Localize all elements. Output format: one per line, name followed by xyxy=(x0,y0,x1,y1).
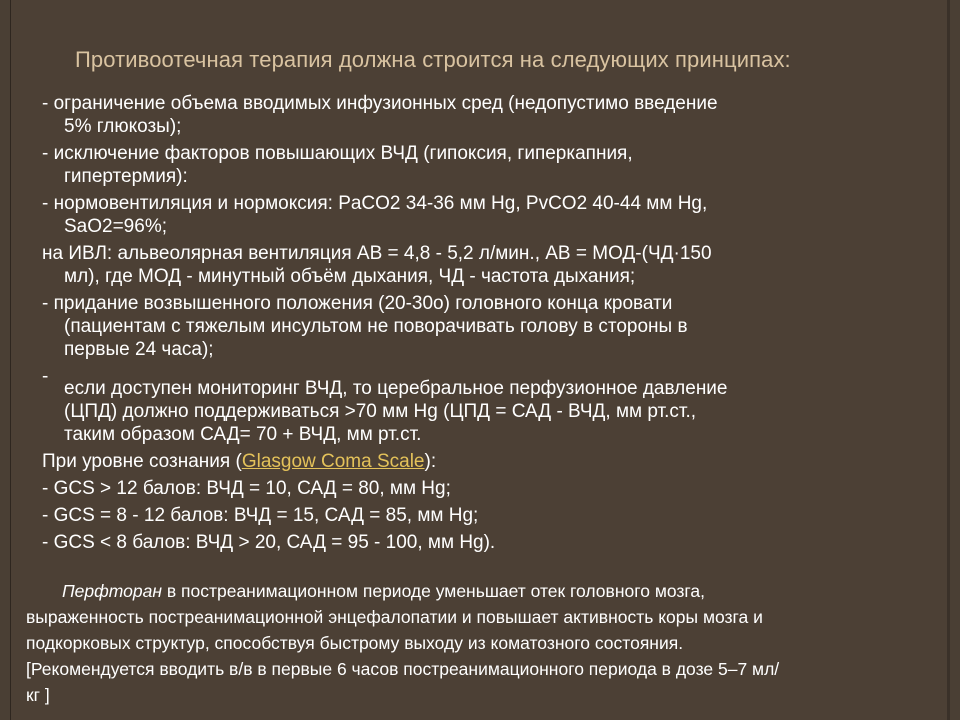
list-item-line: если доступен мониторинг ВЧД, то церебральное перфузионное давление xyxy=(64,378,728,399)
list-item xyxy=(42,92,922,138)
perftoran-paragraph xyxy=(26,578,941,708)
list-item-line: первые 24 часа); xyxy=(64,339,214,360)
consciousness-line xyxy=(42,450,922,473)
list-item xyxy=(42,142,922,188)
paragraph-line: кг ] xyxy=(26,685,50,705)
glasgow-coma-scale-link[interactable]: Glasgow Coma Scale xyxy=(241,451,425,472)
paragraph-line xyxy=(26,578,941,604)
gcs-item xyxy=(42,504,922,527)
principles-list xyxy=(42,92,922,558)
list-item-line: мл), где МОД - минутный объём дыхания, ЧД - частота дыхания; xyxy=(64,266,636,287)
list-item-line: (пациентам с тяжелым инсультом не поворачивать голову в стороны в xyxy=(64,316,688,337)
list-item-line: таким образом САД= 70 + ВЧД, мм рт.ст. xyxy=(64,424,422,445)
paragraph-line-rest: в постреанимационном периоде уменьшает отек головного мозга, xyxy=(161,581,706,601)
list-item-line: (ЦПД) должно поддерживаться >70 мм Hg (ЦПД = САД - ВЧД, мм рт.ст., xyxy=(64,401,697,422)
gcs-line: - GCS > 12 балов: ВЧД = 10, САД = 80, мм Hg; xyxy=(42,478,451,499)
list-item-line: 5% глюкозы); xyxy=(64,116,182,137)
slide-border-right xyxy=(947,0,950,720)
gcs-item xyxy=(42,531,922,554)
list-item xyxy=(42,242,922,288)
list-item xyxy=(42,292,922,361)
slide-border-left xyxy=(10,0,11,720)
consciousness-prefix: При уровне сознания ( xyxy=(42,451,242,472)
gcs-line: - GCS < 8 балов: ВЧД > 20, САД = 95 - 100, мм Hg). xyxy=(42,532,496,553)
slide-title: Противоотечная терапия должна строится на следующих принципах: xyxy=(75,47,791,72)
drug-name: Перфторан xyxy=(62,581,162,601)
list-item-dash: - xyxy=(42,366,49,387)
list-item-line: SaO2=96%; xyxy=(64,216,167,237)
gcs-item xyxy=(42,477,922,500)
list-item-line: - придание возвышенного положения (20-30о) головного конца кровати xyxy=(42,293,673,314)
consciousness-suffix: ): xyxy=(424,451,437,472)
list-item-line: - нормовентиляция и нормоксия: PaCO2 34-36 мм Hg, PvCO2 40-44 мм Hg, xyxy=(42,193,708,214)
list-item-line: - ограничение объема вводимых инфузионных сред (недопустимо введение xyxy=(42,93,718,114)
list-item xyxy=(42,365,922,446)
list-item-line: гипертермия): xyxy=(64,166,188,187)
list-item xyxy=(42,192,922,238)
paragraph-line: [Рекомендуется вводить в/в в первые 6 часов постреанимационного периода в дозе 5–7 мл/ xyxy=(26,659,780,679)
paragraph-line: подкорковых структур, способствуя быстрому выходу из коматозного состояния. xyxy=(26,633,684,653)
gcs-line: - GCS = 8 - 12 балов: ВЧД = 15, САД = 85, мм Hg; xyxy=(42,505,479,526)
paragraph-line: выраженность постреанимационной энцефалопатии и повышает активность коры мозга и xyxy=(26,607,763,627)
list-item-line: на ИВЛ: альвеолярная вентиляция АВ = 4,8 - 5,2 л/мин., АВ = МОД-(ЧД·150 xyxy=(42,243,712,264)
list-item-line: - исключение факторов повышающих ВЧД (гипоксия, гиперкапния, xyxy=(42,143,633,164)
